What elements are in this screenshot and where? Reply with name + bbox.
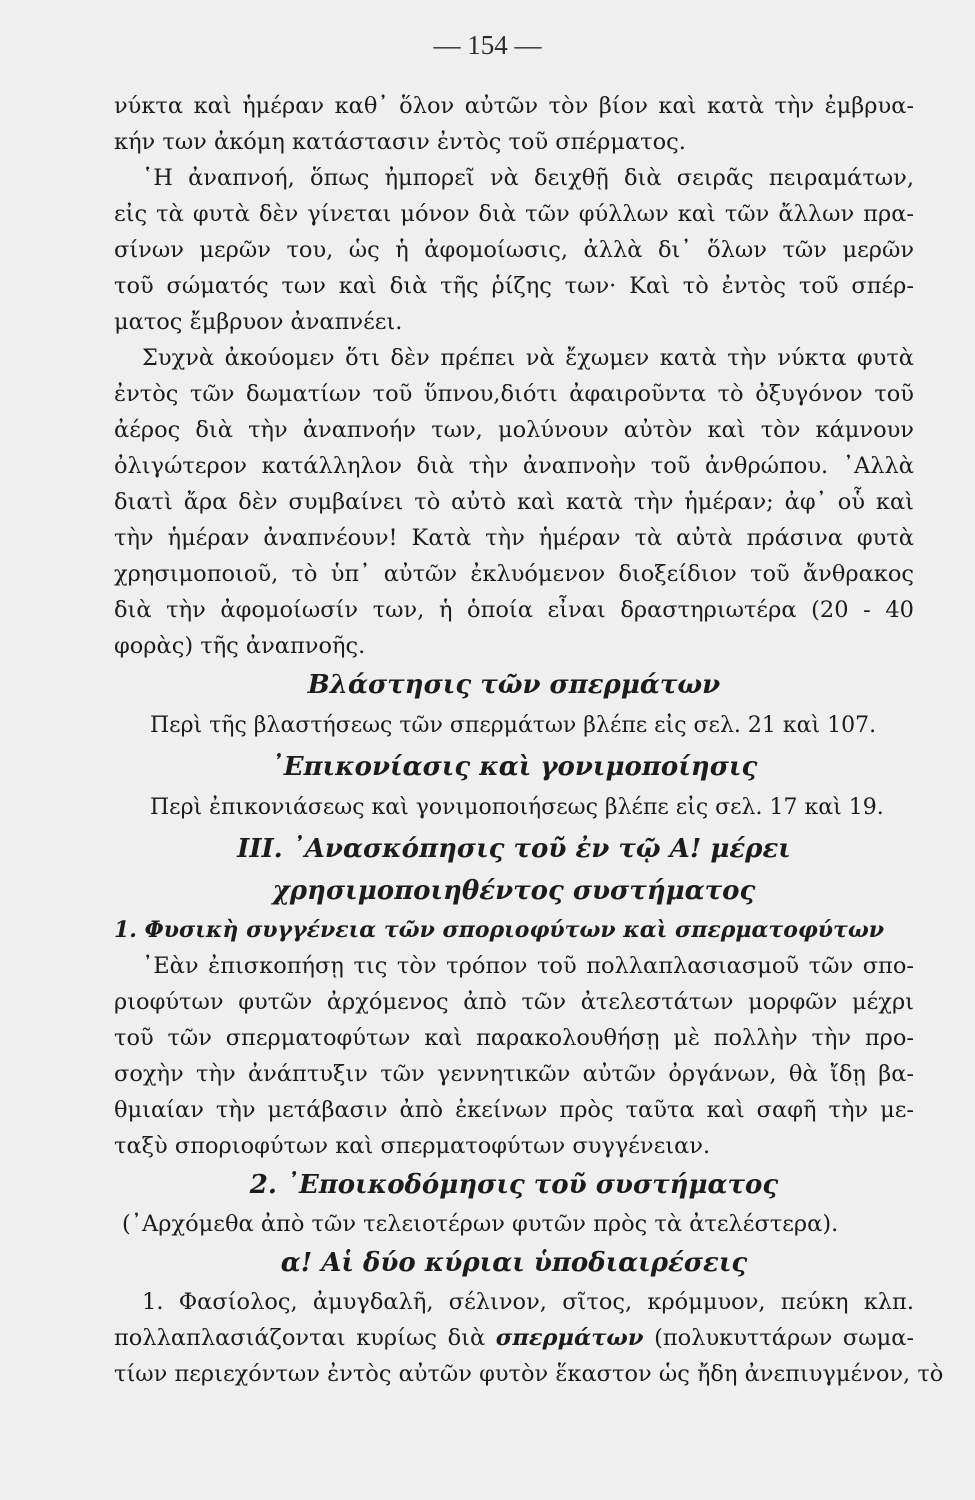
text-line: ριοφύτων φυτῶν ἀρχόμενος ἀπὸ τῶν ἀτελεστάτων μορφῶν μέχρι — [114, 989, 914, 1015]
text-line: εἰς τὰ φυτὰ δὲν γίνεται μόνον διὰ τῶν φύλλων καὶ τῶν ἄλλων πρα- — [114, 201, 914, 227]
reference-pollination: Περὶ ἐπικονιάσεως καὶ γονιμοποιήσεως βλέπε εἰς σελ. 17 καὶ 19. — [150, 795, 884, 820]
system-note: (᾽Αρχόμεθα ἀπὸ τῶν τελειοτέρων φυτῶν πρὸς τὰ ἀτελέστερα). — [122, 1211, 839, 1237]
text-line: θμιαίαν τὴν μετάβασιν ἀπὸ ἐκείνων πρὸς ταῦτα καὶ σαφῆ τὴν με- — [114, 1097, 914, 1123]
heading-main-subdivisions: α! Αἱ δύο κύριαι ὑποδιαιρέσεις — [280, 1248, 748, 1278]
heading-section-iii-continued: χρησιμοποιηθέντος συστήματος — [272, 876, 756, 906]
text-line: ὀλιγώτερον κατάλληλον διὰ τὴν ἀναπνοὴν τοῦ ἀνθρώπου. ᾽Αλλὰ — [114, 453, 914, 479]
heading-natural-kinship: 1. Φυσικὴ συγγένεια τῶν σποριοφύτων καὶ σπερματοφύτων — [114, 917, 885, 943]
text-line: χρησιμοποιοῦ, τὸ ὑπ᾽ αὐτῶν ἐκλυόμενον διοξείδιον τοῦ ἄνθρακος — [114, 561, 914, 587]
text-line: τοῦ σώματός των καὶ διὰ τῆς ῥίζης των· Καὶ τὸ ἐντὸς τοῦ σπέρ- — [114, 273, 914, 299]
text-fragment: (πολυκυττάρων σωμα- — [654, 1325, 915, 1351]
text-line: ματος ἔμβρυον ἀναπνέει. — [114, 309, 403, 335]
text-line: τὴν ἡμέραν ἀναπνέουν! Κατὰ τὴν ἡμέραν τὰ αὐτὰ πράσινα φυτὰ — [114, 525, 914, 551]
heading-germination: Βλάστησις τῶν σπερμάτων — [307, 670, 721, 700]
text-line: σοχὴν τὴν ἀνάπτυξιν τῶν γεννητικῶν αὐτῶν ὀργάνων, θὰ ἴδῃ βα- — [114, 1061, 914, 1087]
text-line: 1. Φασίολος, ἀμυγδαλῆ, σέλινον, σῖτος, κρόμμυον, πεύκη κλπ. — [142, 1289, 914, 1315]
text-line: τοῦ τῶν σπερματοφύτων καὶ παρακολουθήσῃ μὲ πολλὴν τὴν προ- — [114, 1025, 914, 1051]
text-fragment: πολλαπλασιάζονται κυρίως διὰ — [114, 1325, 486, 1351]
text-line: διὰ τὴν ἀφομοίωσίν των, ἡ ὁποία εἶναι δραστηριωτέρα (20 - 40 — [114, 597, 914, 623]
heading-system-construction: 2. ᾽Εποικοδόμησις τοῦ συστήματος — [249, 1170, 779, 1200]
text-line: ἀέρος διὰ τὴν ἀναπνοήν των, μολύνουν αὐτὸν καὶ τὸν κάμνουν — [114, 417, 914, 443]
reference-germination: Περὶ τῆς βλαστήσεως τῶν σπερμάτων βλέπε εἰς σελ. 21 καὶ 107. — [150, 713, 877, 738]
text-line: ᾽Εὰν ἐπισκοπήσῃ τις τὸν τρόπον τοῦ πολλαπλασιασμοῦ τῶν σπο- — [142, 953, 914, 979]
text-line: Συχνὰ ἀκούομεν ὅτι δὲν πρέπει νὰ ἔχωμεν κατὰ τὴν νύκτα φυτὰ — [142, 345, 914, 371]
text-line: τίων περιεχόντων ἐντὸς αὐτῶν φυτὸν ἕκαστον ὡς ἤδη ἀνεπιυγμένον, τὸ — [114, 1361, 944, 1387]
text-line — [114, 1320, 914, 1356]
heading-pollination: ᾽Επικονίασις καὶ γονιμοποίησις — [270, 752, 758, 782]
emphasis-seeds: σπερμάτων — [495, 1325, 644, 1351]
text-line: νύκτα καὶ ἡμέραν καθ᾽ ὅλον αὐτῶν τὸν βίον καὶ κατὰ τὴν ἐμβρυα- — [114, 93, 914, 119]
heading-section-iii: ΙΙΙ. ᾽Ανασκόπησις τοῦ ἐν τῷ Α! μέρει — [237, 834, 791, 864]
page-body — [114, 88, 944, 1392]
text-line: ταξὺ σποριοφύτων καὶ σπερματοφύτων συγγένειαν. — [114, 1133, 711, 1159]
text-line: σίνων μερῶν του, ὡς ἡ ἀφομοίωσις, ἀλλὰ δι᾽ ὅλων τῶν μερῶν — [114, 237, 914, 263]
text-line: κήν των ἀκόμη κατάστασιν ἐντὸς τοῦ σπέρματος. — [114, 129, 686, 155]
page-number: — 154 — — [433, 30, 542, 60]
text-line: φορὰς) τῆς ἀναπνοῆς. — [114, 633, 366, 659]
text-line: διατὶ ἄρα δὲν συμβαίνει τὸ αὐτὸ καὶ κατὰ τὴν ἡμέραν; ἀφ᾽ οὗ καὶ — [114, 489, 914, 515]
text-line: ἐντὸς τῶν δωματίων τοῦ ὕπνου,διότι ἀφαιροῦντα τὸ ὀξυγόνον τοῦ — [114, 381, 914, 407]
text-line: ῾Η ἀναπνοή, ὅπως ἠμπορεῖ νὰ δειχθῇ διὰ σειρᾶς πειραμάτων, — [142, 165, 914, 191]
